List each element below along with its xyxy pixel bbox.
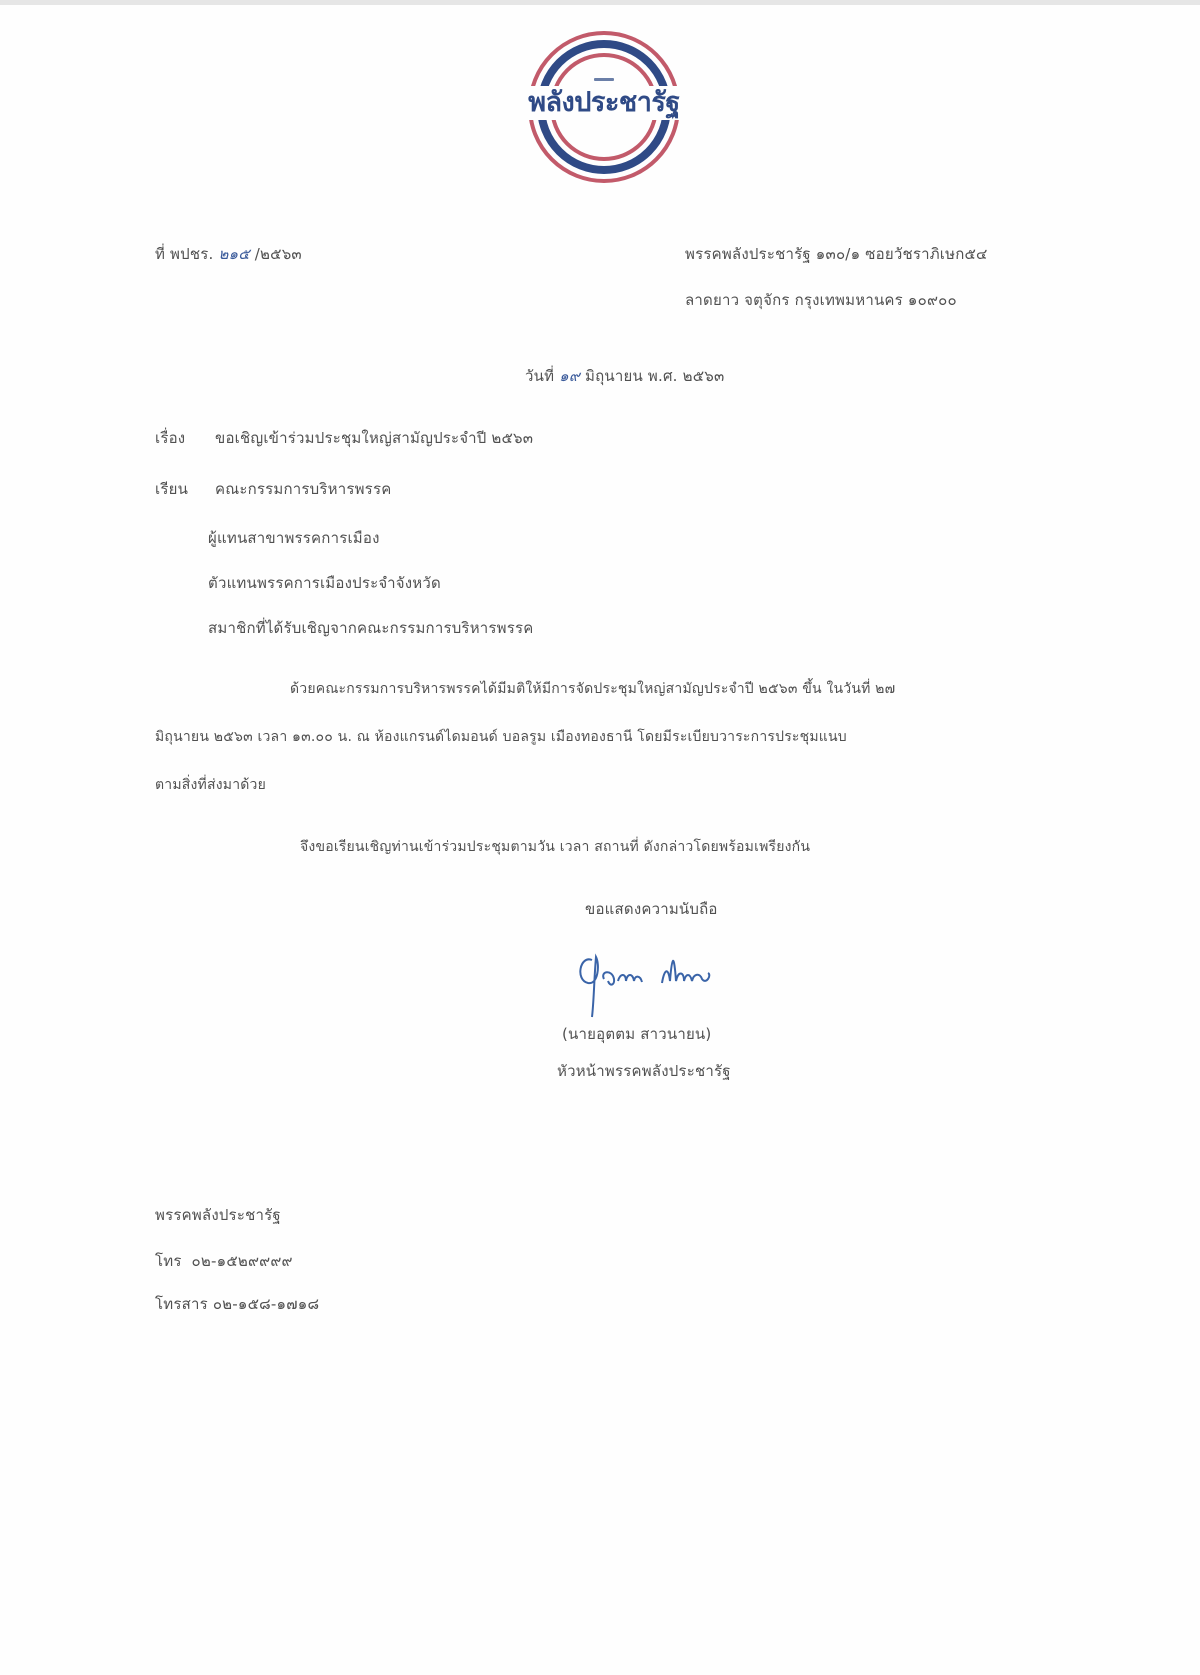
signature-icon: [570, 935, 770, 1020]
reference-prefix: ที่ พปชร.: [155, 245, 214, 263]
body-line-3: ตามสิ่งที่ส่งมาด้วย: [155, 777, 267, 793]
closing-request: จึงขอเรียนเชิญท่านเข้าร่วมประชุมตามวัน เวลา สถานที่ ดังกล่าวโดยพร้อมเพรียงกัน: [300, 839, 811, 855]
party-logo: [520, 28, 688, 186]
logo-small-mark: [594, 78, 614, 81]
recipient-item: สมาชิกที่ได้รับเชิญจากคณะกรรมการบริหารพรรค: [208, 619, 534, 637]
footer-fax: [155, 1294, 319, 1314]
reference-suffix: /๒๕๖๓: [254, 245, 302, 263]
date-rest: มิถุนายน พ.ศ. ๒๕๖๓: [585, 367, 725, 385]
reference-number: ๒๑๕: [218, 245, 250, 263]
body-line-2: มิถุนายน ๒๕๖๓ เวลา ๑๓.๐๐ น. ณ ห้องแกรนด์ไดมอนด์ บอลรูม เมืองทองธานี โดยมีระเบียบวาระการประชุมแนบ: [155, 729, 847, 745]
recipient-item: ตัวแทนพรรคการเมืองประจำจังหวัด: [208, 574, 441, 592]
phone-label: โทร: [155, 1252, 182, 1270]
address-line-1: พรรคพลังประชารัฐ ๑๓๐/๑ ซอยวัชราภิเษก๕๔: [685, 245, 988, 263]
footer-phone: [155, 1251, 293, 1271]
recipient-item: คณะกรรมการบริหารพรรค: [215, 480, 392, 498]
page-top-edge: [0, 0, 1200, 5]
phone-number: ๐๒-๑๕๒๙๙๙๙: [191, 1252, 293, 1270]
signatory-title: หัวหน้าพรรคพลังประชารัฐ: [557, 1062, 731, 1080]
date-day: ๑๙: [559, 367, 581, 385]
footer-org: พรรคพลังประชารัฐ: [155, 1206, 281, 1224]
letter-date: [525, 366, 724, 386]
recipients-label: เรียน: [155, 480, 189, 498]
subject-text: ขอเชิญเข้าร่วมประชุมใหญ่สามัญประจำปี ๒๕๖๓: [215, 429, 534, 447]
reference-line: [155, 244, 302, 264]
closing-salutation: ขอแสดงความนับถือ: [585, 900, 718, 918]
fax-label: โทรสาร: [155, 1295, 208, 1313]
fax-number: ๐๒-๑๕๘-๑๗๑๘: [212, 1295, 320, 1313]
subject-label: เรื่อง: [155, 429, 186, 447]
recipient-item: ผู้แทนสาขาพรรคการเมือง: [208, 529, 380, 547]
logo-text: พลังประชารัฐ: [520, 86, 688, 120]
body-line-1: ด้วยคณะกรรมการบริหารพรรคได้มีมติให้มีการจัดประชุมใหญ่สามัญประจำปี ๒๕๖๓ ขึ้น ในวันที่ ๒๗: [290, 681, 896, 697]
date-prefix: วันที่: [525, 367, 555, 385]
signatory-name: (นายอุตตม สาวนายน): [562, 1025, 712, 1043]
address-line-2: ลาดยาว จตุจักร กรุงเทพมหานคร ๑๐๙๐๐: [685, 291, 957, 309]
